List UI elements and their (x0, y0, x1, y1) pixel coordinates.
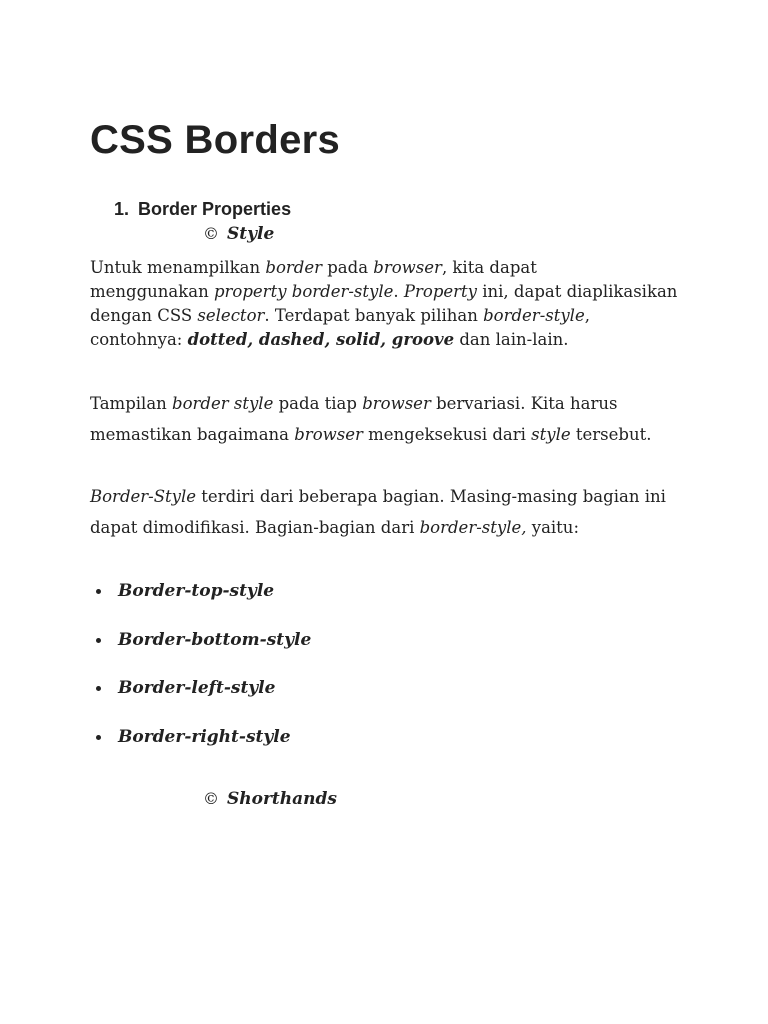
page-title: CSS Borders (90, 118, 341, 162)
text-italic: border style (172, 394, 274, 413)
text: dapat dimodifikasi. Bagian-bagian dari (90, 518, 420, 537)
text: dan lain-lain. (454, 330, 569, 349)
paragraph-browser-variation (90, 388, 690, 450)
subheading-style (203, 223, 274, 245)
section-number: 1. (114, 199, 130, 219)
text: contohnya: (90, 330, 188, 349)
text: tersebut. (570, 425, 652, 444)
text: bervariasi. Kita harus (430, 394, 618, 413)
text: pada tiap (273, 394, 363, 413)
list-item-label: Border-top-style (118, 581, 275, 601)
paragraph-line (90, 280, 690, 304)
paragraph-line (90, 481, 690, 512)
text: Tampilan (90, 394, 173, 413)
list-item-label: Border-bottom-style (118, 629, 312, 650)
text-italic: style (531, 425, 571, 444)
paragraph-line (90, 328, 690, 352)
list-item-label: Border-left-style (118, 678, 276, 699)
text-italic: browser (294, 425, 363, 444)
copyright-symbol: © (203, 789, 219, 808)
bullet-icon (96, 638, 101, 643)
text: Untuk menampilkan (90, 258, 266, 277)
subheading-shorthands-label: Shorthands (227, 789, 337, 809)
subheading-style-label: Style (227, 224, 275, 244)
subheading-shorthands (203, 788, 337, 810)
text-italic: Property (403, 282, 477, 301)
text: ini, dapat diaplikasikan (477, 282, 678, 301)
text: dengan CSS (90, 306, 198, 325)
paragraph-line (90, 304, 690, 328)
text: yaitu: (526, 518, 579, 537)
paragraph-border-style-parts (90, 481, 690, 543)
text: . (393, 282, 404, 301)
text: . Terdapat banyak pilihan (264, 306, 484, 325)
text: , (584, 306, 590, 325)
paragraph-line (90, 512, 690, 543)
paragraph-line (90, 419, 690, 450)
text: memastikan bagaimana (90, 425, 295, 444)
text: mengeksekusi dari (362, 425, 532, 444)
text: pada (322, 258, 374, 277)
paragraph-line (90, 388, 690, 419)
copyright-symbol: © (203, 224, 219, 243)
text: , kita dapat (441, 258, 537, 277)
text-italic: Border-Style (90, 487, 197, 506)
text-italic: browser (373, 258, 442, 277)
text-italic: border (265, 258, 322, 277)
bullet-icon (96, 589, 101, 594)
text-italic: selector (197, 306, 265, 325)
text: terdiri dari beberapa bagian. Masing-masing bagian ini (196, 487, 666, 506)
bullet-icon (96, 735, 101, 740)
text-italic: property border-style (213, 282, 394, 301)
text: menggunakan (90, 282, 214, 301)
text-italic: browser (362, 394, 431, 413)
section-heading (114, 198, 291, 220)
text-bold-italic: dotted, dashed, solid, groove (187, 330, 455, 349)
list-item-label: Border-right-style (118, 727, 291, 748)
bullet-icon (96, 686, 101, 691)
text-italic: border-style (483, 306, 585, 325)
paragraph-border-style-intro (90, 256, 690, 352)
text-italic: border-style, (419, 518, 527, 537)
paragraph-line (90, 256, 690, 280)
section-label: Border Properties (138, 199, 292, 219)
